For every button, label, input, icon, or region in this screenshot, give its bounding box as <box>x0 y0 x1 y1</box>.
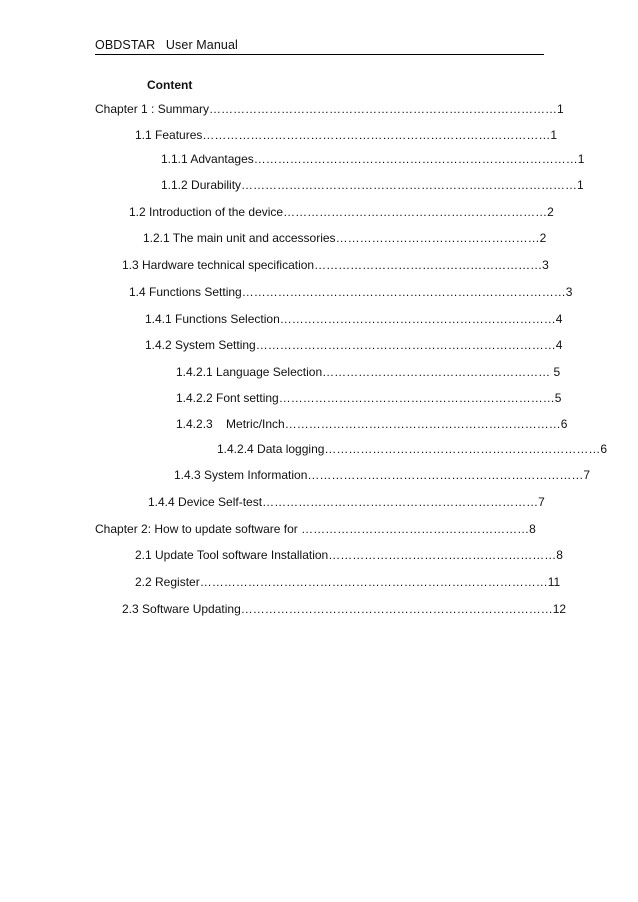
toc-entry-2-1[interactable] <box>135 547 563 563</box>
toc-page-number: 12 <box>552 602 567 616</box>
toc-label: 1.3 Hardware technical specification <box>122 258 315 272</box>
toc-entry-1-4-1[interactable] <box>145 311 562 327</box>
toc-label: 1.1.2 Durability <box>161 178 242 192</box>
toc-entry-1-4-2[interactable] <box>145 337 562 353</box>
toc-label: 1.4.2.3 Metric/Inch <box>176 417 285 431</box>
toc-page-number: 1 <box>557 102 564 116</box>
header-title: User Manual <box>165 38 238 52</box>
toc-entry-1-4-2-1[interactable] <box>176 364 560 380</box>
toc-label: 1.2 Introduction of the device <box>129 205 284 219</box>
toc-entry-2-3[interactable] <box>122 601 566 617</box>
toc-leader-dots: ………………………………………………… <box>322 365 554 379</box>
toc-entry-1-4-4[interactable] <box>148 494 545 510</box>
toc-label: 1.4.2.1 Language Selection <box>176 365 323 379</box>
toc-leader-dots: …………………………………………………………………………… <box>199 575 548 589</box>
toc-page-number: 5 <box>553 365 561 379</box>
toc-page-number: 2 <box>539 231 547 245</box>
toc-leader-dots: ………………………………………………………………………… <box>241 178 578 192</box>
header-brand: OBDSTAR <box>95 38 156 52</box>
toc-page-number: 6 <box>560 417 568 431</box>
toc-page-number: 4 <box>555 338 563 352</box>
toc-page-number: 11 <box>547 575 561 589</box>
toc-entry-chapter-1[interactable] <box>95 101 564 117</box>
toc-page-number: 1 <box>577 178 584 192</box>
toc-title: Content <box>147 78 193 92</box>
toc-leader-dots: …………………………………………………………………………… <box>209 102 558 116</box>
toc-leader-dots: ……………………………………………………………………… <box>241 285 566 299</box>
toc-label: 1.1.1 Advantages <box>161 152 254 166</box>
toc-label: 2.2 Register <box>135 575 200 589</box>
toc-entry-1-1-2[interactable] <box>161 177 584 193</box>
toc-page-number: 5 <box>554 391 562 405</box>
toc-page-number: 1 <box>550 128 558 142</box>
header-text <box>95 38 238 52</box>
toc-leader-dots: …………………………………………………………………… <box>240 602 553 616</box>
toc-page-number: 7 <box>583 468 591 482</box>
toc-leader-dots: …………………………………………………………… <box>324 442 601 456</box>
toc-entry-1-2[interactable] <box>129 204 554 220</box>
toc-leader-dots: …………………………………………………………… <box>307 468 584 482</box>
toc-entry-1-1-1[interactable] <box>161 151 584 167</box>
toc-leader-dots: …………………………………………………………………………… <box>202 128 551 142</box>
toc-leader-dots: …………………………………………………………… <box>262 495 539 509</box>
toc-entry-1-4-2-3[interactable] <box>176 416 567 432</box>
toc-label: 1.4.1 Functions Selection <box>145 312 280 326</box>
toc-leader-dots: ………………………………………………………… <box>283 205 548 219</box>
toc-page-number: 8 <box>556 548 563 562</box>
toc-entry-1-4-3[interactable] <box>174 467 590 483</box>
toc-entry-1-4[interactable] <box>129 284 572 300</box>
toc-entry-chapter-2[interactable] <box>95 521 536 537</box>
toc-page-number: 7 <box>538 495 545 509</box>
toc-entry-1-2-1[interactable] <box>143 230 546 246</box>
toc-page-number: 6 <box>600 442 608 456</box>
toc-leader-dots: ………………………………………………… <box>301 522 530 536</box>
toc-label: Chapter 2: How to update software for <box>95 522 302 536</box>
toc-leader-dots: …………………………………………………………… <box>278 391 555 405</box>
toc-leader-dots: …………………………………………………………… <box>284 417 561 431</box>
toc-leader-dots: ………………………………………………… <box>328 548 557 562</box>
toc-label: 1.2.1 The main unit and accessories <box>143 231 336 245</box>
toc-page-number: 4 <box>555 312 563 326</box>
toc-leader-dots: …………………………………………………………… <box>279 312 556 326</box>
toc-page-number: 8 <box>529 522 536 536</box>
toc-leader-dots: ………………………………………………………………… <box>255 338 556 352</box>
toc-label: 1.4 Functions Setting <box>129 285 242 299</box>
toc-page-number: 2 <box>547 205 554 219</box>
toc-label: 1.4.2 System Setting <box>145 338 256 352</box>
toc-label: 1.4.2.4 Data logging <box>217 442 325 456</box>
toc-label: 2.3 Software Updating <box>122 602 241 616</box>
toc-label: Chapter 1 : Summary <box>95 102 210 116</box>
toc-page-number: 1 <box>577 152 585 166</box>
toc-entry-1-1[interactable] <box>135 127 557 143</box>
toc-page-number: 3 <box>565 285 573 299</box>
toc-entry-1-4-2-2[interactable] <box>176 390 561 406</box>
toc-entry-2-2[interactable] <box>135 574 560 590</box>
toc-entry-1-4-2-4[interactable] <box>217 441 607 457</box>
toc-label: 1.1 Features <box>135 128 203 142</box>
toc-label: 1.4.3 System Information <box>174 468 308 482</box>
toc-entry-1-3[interactable] <box>122 257 549 273</box>
toc-leader-dots: ………………………………………………… <box>314 258 543 272</box>
toc-page-number: 3 <box>542 258 549 272</box>
toc-leader-dots: ……………………………………………………………………… <box>253 152 578 166</box>
toc-label: 2.1 Update Tool software Installation <box>135 548 329 562</box>
toc-leader-dots: …………………………………………… <box>335 231 540 245</box>
toc-label: 1.4.4 Device Self-test <box>148 495 263 509</box>
page-header <box>95 37 544 55</box>
toc-label: 1.4.2.2 Font setting <box>176 391 279 405</box>
